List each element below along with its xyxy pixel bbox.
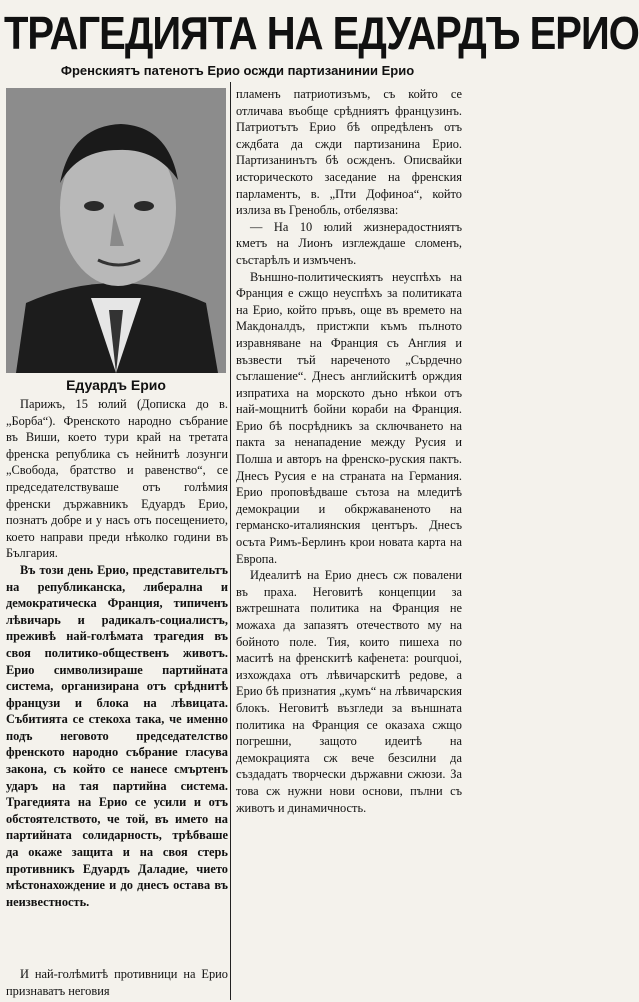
portrait-photo: [6, 88, 226, 373]
subheadline: Френскиятъ патенотъ Ерио осжди партизанинии Ерио: [60, 63, 415, 78]
photo-caption: Едуардъ Ерио: [66, 377, 166, 393]
left-column-end: [6, 966, 228, 1000]
right-column: [236, 86, 462, 1000]
column-divider: [230, 82, 231, 1000]
right-paragraph-3: Външно-политическиятъ неуспѣхъ на Франция е сжщо неуспѣхъ за политиката на Ерио, който пръвъ, още въ времето на Макдоналдъ, пристжпи къмъ пълното изравняване на Франция съ Англия и възвести тъй нареченото „Сърдечно съглашение“. Днесъ английскитѣ орждия изпратиха на морското дъно нѣкои отъ най-мощнитѣ бойни кораби на Франция. Ерио бѣ посрѣдникъ за сключването на пакта за ненападение между Русия и Полша и авторъ на френско-руския пактъ. Днесъ Русия е на страната на Германия. Ерио проповѣдваше сътоза на мледитѣ демокрации и обкржаваненото на германско-италиянския центъръ. Днесъ осъта Римъ-Берлинъ крои новата карта на Европа.: [236, 269, 462, 566]
left-column: [6, 396, 228, 962]
right-paragraph-4: Идеалитѣ на Ерио днесъ сж повалени въ праха. Неговитѣ концепции за вжтрешната политика на Франция не можаха да запазятъ отечеството му на бойното поле. Тия, които пишеха по маситѣ на френскитѣ кафенета: pourquoi, изхождаха отъ лѣвичарскитѣ редове, а Ерио бѣ признатия „кумъ“ на лѣвичарския блокъ. Неговитѣ възгледи за външната политика на Франция се оказаха сжщо погрешни, защото идеитѣ на демокрацията сж вече безсилни да създадатъ творчески държавни сжюзи. За това сж нужни нови основи, пълни съ животъ и динамичность.: [236, 568, 462, 815]
left-paragraph-bold: Въ този день Ерио, представительтъ на републиканска, либерална и демократическа Франция, типиченъ лѣвичарь и радикалъ-социалистъ, преживѣ най-голѣмата трагедия въ своя политико-общественъ животъ. Ерио символизираше партийната система, организирана отъ срѣднитѣ французи и блока на лѣвицата. Събитията се стекоха така, че именно подъ неговото председателство френското народно събрание гласува закона, съ който се нанесе смъртенъ ударъ на тая партийна система. Трагедията на Ерио се усили и отъ обстоятелството, че той, въ името на партийната солидарность, трѣбваше да окаже защита и на своя стерь противникъ Едуардъ Даладие, чието мѣстонахождение и до днесъ остава въ неизвестность.: [6, 562, 228, 909]
left-paragraph-intro: Парижъ, 15 юлий (Дописка до в. „Борба“). Френското народно събрание въ Виши, което тури край на третата френска република съ нейнитѣ лозунги „Свобода, братство и равенство“, се председателствуваше отъ голѣмия френски държавникъ Едуардъ Ерио, познатъ добре и у насъ отъ посещението, което направи преди нѣколко години въ България.: [6, 397, 228, 561]
right-paragraph-2: — На 10 юлий жизнерадостниятъ кметъ на Лионъ изглеждаше сломенъ, състарѣлъ и измъченъ.: [236, 219, 462, 267]
left-paragraph-end: И най-голѣмитѣ противници на Ерио признаватъ неговия: [6, 967, 228, 998]
portrait-icon: [6, 88, 226, 373]
headline: ТРАГЕДИЯТА НА ЕДУАРДЪ ЕРИО: [4, 8, 639, 60]
right-paragraph-1: пламенъ патриотизъмъ, съ който се отличава въобще срѣдниятъ французинъ. Патриотътъ Ерио бѣ опредѣленъ отъ сждбата да сжди партизанина Ерио. Партизанинътъ бѣ осжденъ. Описвайки историческото заседание на френския парламентъ, в. „Пти Дофиноа“, който излиза въ Гренобль, отбелязва:: [236, 87, 462, 218]
